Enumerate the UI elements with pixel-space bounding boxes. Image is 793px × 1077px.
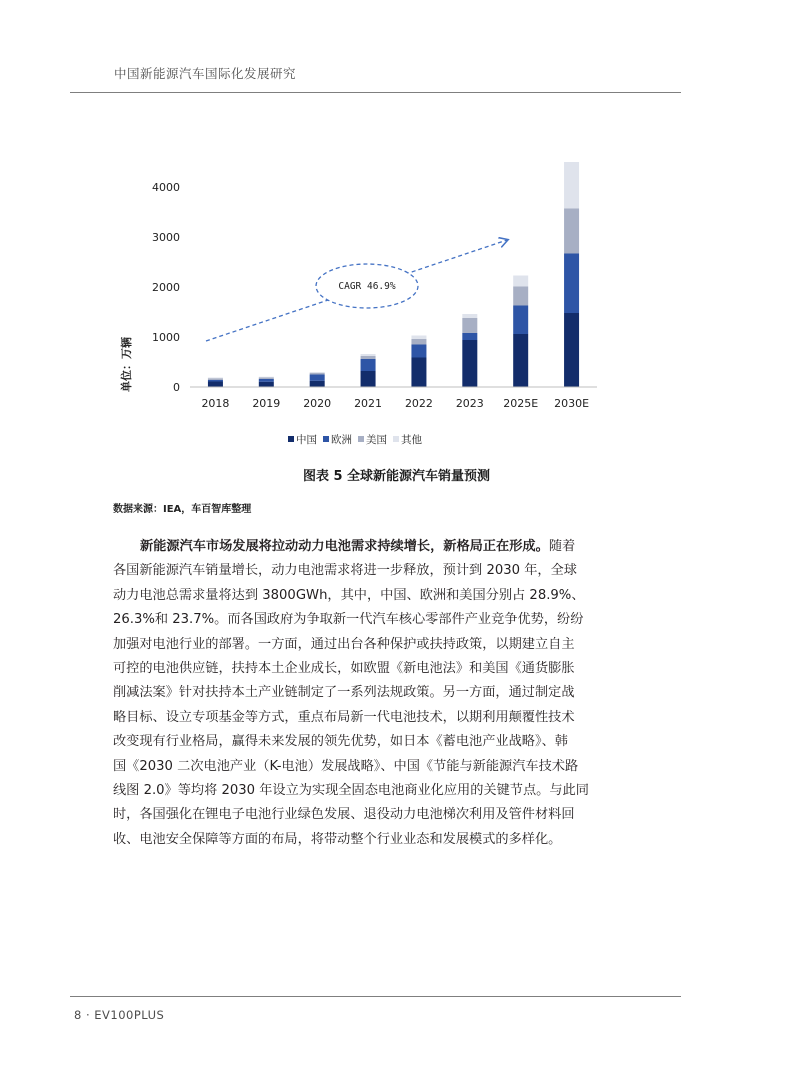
paragraph-line: 削减法案》针对扶持本土产业链制定了一系列法规政策。另一方面，通过制定战	[113, 685, 575, 701]
x-tick-label: 2022	[404, 397, 433, 410]
x-tick-label: 2019	[252, 397, 281, 410]
bar-segment-中国	[411, 358, 426, 388]
legend-swatch	[393, 436, 399, 442]
legend-item	[323, 432, 352, 447]
legend-label: 美国	[366, 433, 387, 446]
y-tick-label: 4000	[152, 181, 180, 194]
bar-segment-中国	[259, 382, 274, 387]
paragraph-line: 26.3%和 23.7%。而各国政府为争取新一代汽车核心零部件产业竞争优势，纷纷	[113, 612, 584, 628]
legend-item	[393, 432, 422, 447]
bar-segment-美国	[411, 339, 426, 345]
bar-segment-美国	[310, 373, 325, 375]
bar-segment-其他	[259, 377, 274, 378]
bar-segment-美国	[564, 209, 579, 254]
bar-segment-其他	[310, 372, 325, 373]
x-tick-label: 2021	[354, 397, 383, 410]
chart-canvas	[110, 150, 610, 460]
bar-segment-美国	[259, 378, 274, 380]
x-tick-label: 2023	[455, 397, 484, 410]
paragraph-first-line-rest: 随着	[548, 539, 576, 554]
stacked-bar-chart	[110, 150, 610, 460]
paragraph-line: 略目标、设立专项基金等方式，重点布局新一代电池技术，以期利用颠覆性技术	[113, 709, 575, 725]
bar-segment-美国	[208, 378, 223, 380]
legend-swatch	[358, 436, 364, 442]
bar-segment-其他	[208, 378, 223, 379]
bar-segment-其他	[361, 354, 376, 356]
paragraph-line: 线图 2.0》等均将 2030 年设立为实现全固态电池商业化应用的关键节点。与此同	[113, 783, 589, 799]
data-source-note: 数据来源：IEA，车百智库整理	[113, 504, 252, 515]
legend-swatch	[323, 436, 329, 442]
header-divider	[70, 92, 681, 93]
cagr-annotation: CAGR 46.9%	[338, 281, 396, 292]
paragraph-line: 动力电池总需求量将达到 3800GWh，其中，中国、欧洲和美国分别占 28.9%、	[113, 587, 585, 603]
paragraph-line: 加强对电池行业的部署。一方面，通过出台各种保护或扶持政策，以期建立自主	[113, 636, 575, 652]
bar-segment-美国	[513, 287, 528, 306]
bar-segment-中国	[564, 313, 579, 387]
chart-legend	[288, 432, 422, 446]
y-axis-label: 单位：万辆	[120, 337, 133, 392]
paragraph-line: 收、电池安全保障等方面的布局，将带动整个行业业态和发展模式的多样化。	[113, 831, 562, 847]
bar-segment-美国	[361, 356, 376, 359]
bar-segment-其他	[513, 276, 528, 287]
bar-segment-欧洲	[564, 254, 579, 314]
bar-segment-中国	[208, 382, 223, 388]
legend-label: 中国	[296, 433, 317, 446]
figure-caption: 图表 5 全球新能源汽车销量预测	[302, 469, 491, 484]
bar-segment-欧洲	[208, 380, 223, 382]
page-header-title: 中国新能源汽车国际化发展研究	[114, 66, 297, 81]
legend-label: 欧洲	[331, 433, 352, 446]
bar-segment-其他	[462, 314, 477, 318]
bar-segment-中国	[513, 334, 528, 387]
paragraph-line: 改变现有行业格局，赢得未来发展的领先优势，如日本《蓄电池产业战略》、韩	[113, 734, 568, 750]
page-footer: 8 · EV100PLUS	[74, 1008, 165, 1022]
bar-segment-其他	[411, 336, 426, 340]
paragraph-first-line	[113, 535, 606, 559]
x-tick-label: 2025E	[503, 397, 539, 410]
bar-segment-欧洲	[310, 375, 325, 381]
legend-swatch	[288, 436, 294, 442]
y-tick-label: 0	[173, 381, 180, 394]
bar-segment-中国	[462, 340, 477, 387]
x-tick-label: 2020	[303, 397, 332, 410]
paragraph-line: 国《2030 二次电池产业（K-电池）发展战略》、中国《节能与新能源汽车技术路	[113, 758, 579, 774]
bar-segment-欧洲	[513, 306, 528, 335]
y-tick-label: 1000	[152, 331, 180, 344]
legend-item	[288, 432, 317, 447]
paragraph-lead-sentence: 新能源汽车市场发展将拉动动力电池需求持续增长，新格局正在形成。	[140, 539, 549, 554]
x-tick-label: 2030E	[554, 397, 590, 410]
body-paragraph	[113, 535, 606, 852]
bar-segment-中国	[310, 381, 325, 387]
bar-segment-中国	[361, 371, 376, 387]
y-tick-label: 2000	[152, 281, 180, 294]
legend-label: 其他	[401, 433, 422, 446]
y-tick-label: 3000	[152, 231, 180, 244]
bar-segment-欧洲	[361, 359, 376, 371]
bar-segment-欧洲	[462, 333, 477, 340]
paragraph-line: 可控的电池供应链，扶持本土企业成长，如欧盟《新电池法》和美国《通货膨胀	[113, 661, 575, 677]
bar-segment-其他	[564, 162, 579, 209]
legend-item	[358, 432, 387, 447]
paragraph-line: 时，各国强化在锂电子电池行业绿色发展、退役动力电池梯次利用及管件材料回	[113, 807, 575, 823]
footer-divider	[70, 996, 681, 997]
bar-segment-美国	[462, 318, 477, 333]
x-tick-label: 2018	[201, 397, 230, 410]
bar-segment-欧洲	[259, 379, 274, 382]
paragraph-line: 各国新能源汽车销量增长，动力电池需求将进一步释放，预计到 2030 年，全球	[113, 563, 577, 579]
bar-segment-欧洲	[411, 345, 426, 358]
